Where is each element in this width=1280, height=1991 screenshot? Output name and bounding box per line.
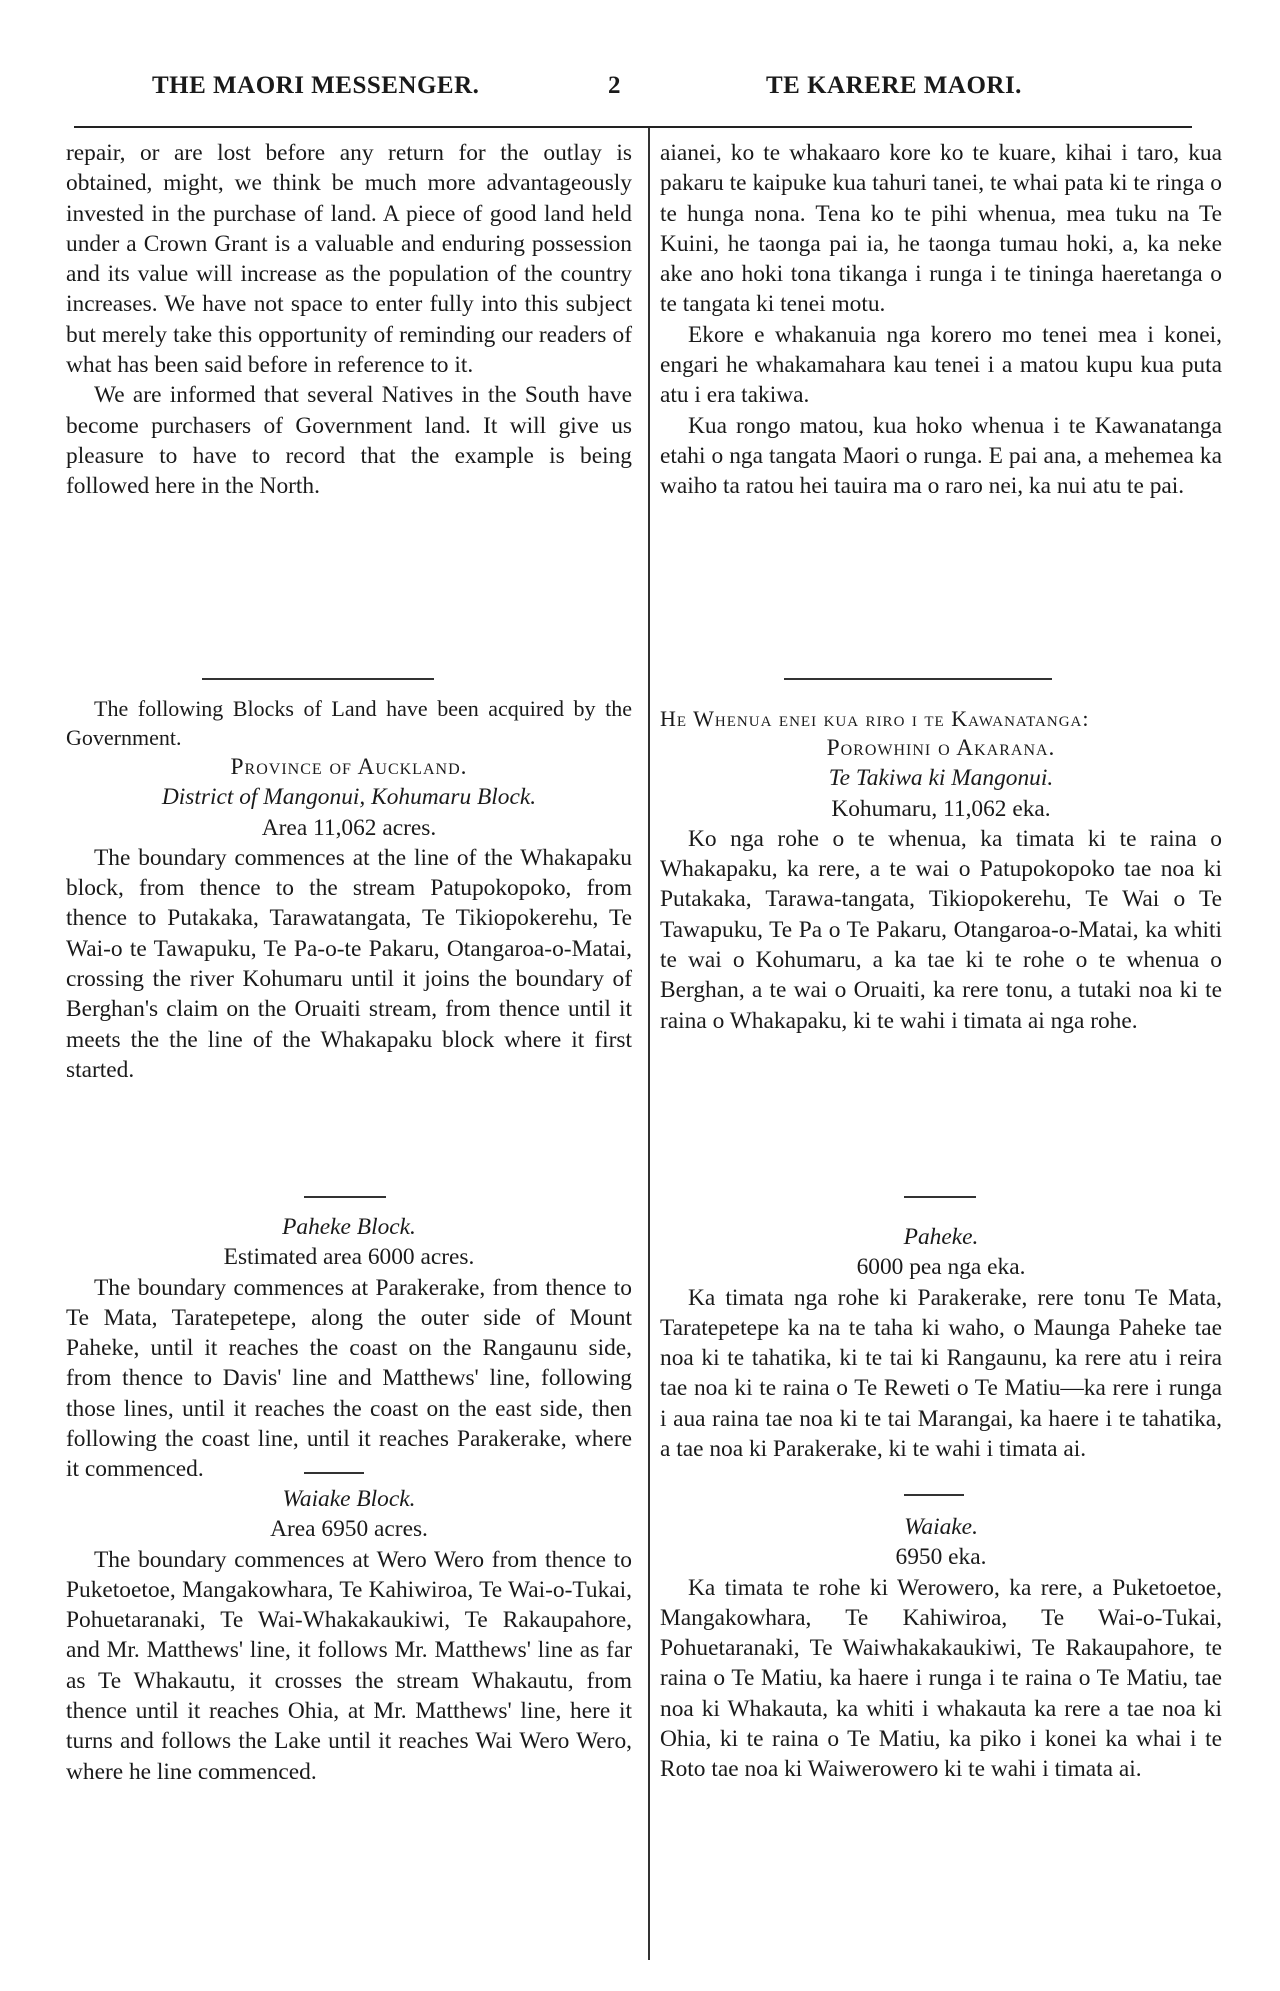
section-rule (904, 1196, 976, 1198)
english-blocks-section (66, 694, 632, 1085)
english-waiake-title: Waiake Block. (282, 1486, 416, 1512)
english-blocks-intro: The following Blocks of Land have been acquired by the Government. (66, 696, 632, 750)
english-intro-paragraph-2: We are informed that several Natives in the South have become purchasers of Government land. It will give us pleasure to have to record that the example is being followed here in the North. (66, 382, 632, 500)
maori-waiake-title: Waiake. (904, 1514, 978, 1540)
english-waiake-text: The boundary commences at Wero Wero from thence to Puketoetoe, Mangakowhara, Te Kahiwiroa, Te Wai-o-Tukai, Pohuetaranaki, Te Wai-Whakakaukiwi, Te Rakaupahore, and Mr. Matthews' line, it follows Mr. Matthews' line as far as Te Whakautu, it crosses the stream Whakautu, from thence until it reaches Ohia, at Mr. Matthews' line, here it turns and follows the Lake until it reaches Wai Wero Wero, where he line commenced. (66, 1546, 632, 1785)
maori-blocks-section (660, 704, 1222, 1036)
english-paheke-text: The boundary commences at Parakerake, from thence to Te Mata, Taratepetepe, along the outer side of Mount Paheke, until it reaches the coast on the Rangaunu side, from thence to Davis' line and Matthews' line, following those lines, until it reaches the coast on the east side, then following the coast line, until it reaches Parakerake, where it commenced. (66, 1274, 632, 1483)
maori-blocks-intro: He Whenua enei kua riro i te Kawanatanga: (660, 706, 1090, 731)
english-intro (66, 138, 632, 502)
maori-intro (660, 138, 1222, 502)
maori-kohumaru-area: Kohumaru, 11,062 eka. (831, 795, 1051, 822)
english-paheke-section (66, 1212, 632, 1485)
english-waiake-section (66, 1484, 632, 1787)
maori-waiake-text: Ka timata te rohe ki Werowero, ka rere, a Puketoetoe, Mangakowhara, Te Kahiwiroa, Te Wai-o-Tukai, Pohuetaranaki, Te Waiwhakakaukiwi, Te Rakaupahore, te raina o Te Matiu, ka haere i runga i te raina o Te Matiu, tae noa ki Whakauta, ka whiti i whakauta ka rere a tae noa ki Ohia, ki te raina o Te Matiu, ka piko i konei ka whai i te Roto tae noa ki Waiwerowero ki te wahi i timata ai. (660, 1574, 1222, 1783)
section-rule (202, 678, 434, 680)
page-number: 2 (608, 72, 621, 99)
maori-waiake-section (660, 1512, 1222, 1785)
english-intro-paragraph-1: repair, or are lost before any return for the outlay is obtained, might, we think be much more advantageously invested in the purchase of land. A piece of good land held under a Crown Grant is a valuable and enduring possession and its value will increase as the population of the country increases. We have not space to enter fully into this subject but merely take this opportunity of reminding our readers of what has been said before in reference to it. (66, 140, 632, 379)
section-rule (304, 1196, 386, 1198)
maori-waiake-area: 6950 eka. (895, 1544, 987, 1571)
maori-paheke-section (660, 1222, 1222, 1464)
maori-paheke-area: 6000 pea nga eka. (856, 1254, 1026, 1281)
english-district-heading: District of Mangonui, Kohumaru Block. (161, 784, 537, 811)
maori-intro-paragraph-2: Ekore e whakanuia nga korero mo tenei mea i konei, engari he whakamahara kau tenei i a matou kupu kua puta atu i era takiwa. (660, 321, 1222, 409)
english-kohumaru-area: Area 11,062 acres. (261, 814, 437, 841)
header-rule (74, 126, 1192, 128)
english-province-heading: Province of Auckland. (230, 754, 468, 780)
maori-intro-paragraph-3: Kua rongo matou, kua hoko whenua i te Kawanatanga etahi o nga tangata Maori o runga. E pai ana, a mehemea ka waiho ta ratou hei tauira ma o raro nei, ka nui atu te pai. (660, 412, 1222, 500)
maori-paheke-title: Paheke. (903, 1224, 979, 1250)
maori-kohumaru-text: Ko nga rohe o te whenua, ka timata ki te raina o Whakapaku, ka rere, a te wai o Patupokopoko tae noa ki Putakaka, Tarawa-tangata, Tikiopokerehu, Te Wai o Te Tawapuku, Te Pa o Te Pakaru, Otangaroa-o-Matai, ka whiti te wai o Kohumaru, a ka tae ki te rohe o te whenua o Berghan, a te wai o Oruaiti, ka rere tonu, a tutaki noa ki te raina o Whakapaku, ki te wahi i timata ai nga rohe. (660, 825, 1222, 1034)
column-divider (648, 128, 650, 1960)
maori-province-heading: Porowhini o Akarana. (826, 735, 1056, 761)
section-rule (784, 678, 1052, 680)
english-paheke-area: Estimated area 6000 acres. (223, 1244, 475, 1271)
header-english-title: THE MAORI MESSENGER. (152, 72, 480, 99)
header-maori-title: TE KARERE MAORI. (766, 72, 1022, 99)
page-header (70, 72, 1190, 112)
section-rule (304, 1472, 364, 1474)
english-kohumaru-text: The boundary commences at the line of the Whakapaku block, from thence to the stream Patupokopoko, from thence to Putakaka, Tarawatangata, Te Tikiopokerehu, Te Wai-o te Tawapuku, Te Pa-o-te Pakaru, Otangaroa-o-Matai, crossing the river Kohumaru until it joins the boundary of Berghan's claim on the Oruaiti stream, from thence until it meets the the line of the Whakapaku block where it first started. (66, 844, 632, 1083)
maori-district-heading: Te Takiwa ki Mangonui. (828, 765, 1054, 792)
section-rule (904, 1494, 964, 1496)
english-waiake-area: Area 6950 acres. (270, 1516, 428, 1543)
maori-intro-paragraph-1: aianei, ko te whakaaro kore ko te kuare, kihai i taro, kua pakaru te kaipuke kua tahuri tanei, te whai pata ki te ringa o te hunga nona. Tena ko te pihi whenua, mea tuku na Te Kuini, he taonga pai ia, he taonga tumau hoki, a, ka neke ake ano hoki tona tikanga i runga i te tininga haeretanga o te tangata ki tenei motu. (660, 140, 1222, 318)
english-paheke-title: Paheke Block. (282, 1214, 416, 1240)
maori-paheke-text: Ka timata nga rohe ki Parakerake, rere tonu Te Mata, Taratepetepe ka na te taha ki waho, o Maunga Paheke tae noa ki te tahatika, ki te tai ki Rangaunu, ka rere atu i reira tae noa ki te raina o Te Reweti o Te Matiu—ka rere i runga i aua raina tae noa ki te tai Marangai, ka haere i te tahatika, a tae noa ki Parakerake, ki te wahi i timata ai. (660, 1284, 1222, 1463)
